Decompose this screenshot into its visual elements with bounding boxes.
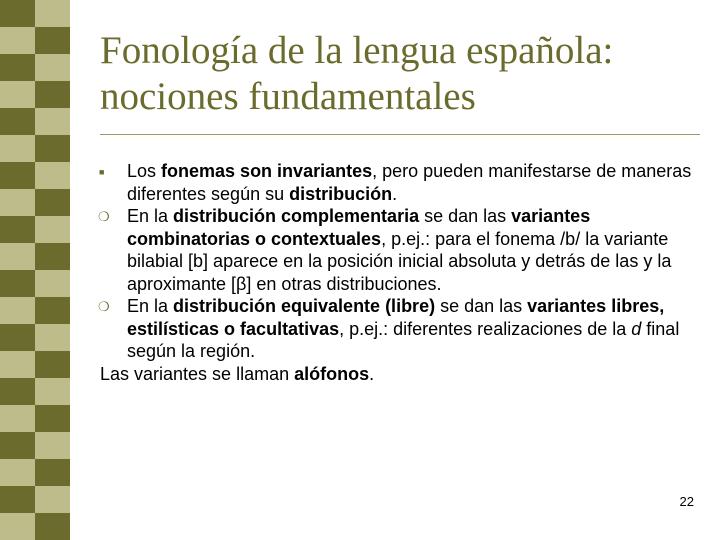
strip-block — [0, 459, 35, 486]
strip-block — [0, 486, 35, 513]
text-run: . — [369, 363, 375, 384]
strip-block — [0, 324, 35, 351]
text-run: final según la región. — [127, 318, 680, 361]
strip-block — [35, 405, 70, 432]
circle-bullet-icon: ❍ — [98, 209, 110, 224]
text-run: se dan las — [435, 296, 528, 316]
text-run: distribución equivalente (libre) — [173, 296, 436, 316]
text-run: d — [631, 318, 642, 339]
text-run: . — [392, 183, 398, 204]
strip-block — [0, 0, 35, 27]
strip-block — [35, 459, 70, 486]
decorative-checkered-strip — [0, 0, 70, 540]
strip-block — [0, 351, 35, 378]
text-run: variantes libres, estilísticas o facultativas — [127, 296, 665, 339]
closing-paragraph — [100, 363, 700, 386]
strip-block — [0, 432, 35, 459]
strip-block — [35, 378, 70, 405]
slide-body — [100, 160, 700, 385]
text-run: distribución — [289, 183, 393, 204]
strip-block — [0, 216, 35, 243]
strip-block — [0, 243, 35, 270]
strip-block — [0, 54, 35, 81]
strip-block — [0, 378, 35, 405]
text-run: , pero pueden manifestarse de maneras diferentes según su — [127, 161, 692, 204]
strip-block — [0, 162, 35, 189]
strip-block — [0, 108, 35, 135]
page-number: 22 — [679, 494, 694, 509]
strip-block — [35, 270, 70, 297]
strip-block — [35, 162, 70, 189]
strip-block — [0, 297, 35, 324]
text-run: , p.ej.: para el fonema /b/ la variante bilabial [b] aparece en la posición inicial absoluta y detrás de las y la aproximante [β] en otras distribuciones. — [127, 228, 672, 294]
strip-block — [35, 297, 70, 324]
strip-block — [0, 189, 35, 216]
text-run: distribución complementaria — [173, 206, 420, 226]
bullet-paragraph-2 — [100, 205, 700, 295]
strip-block — [0, 135, 35, 162]
strip-block — [35, 54, 70, 81]
strip-block — [35, 135, 70, 162]
strip-block — [35, 513, 70, 540]
text-run: En la — [127, 296, 174, 316]
strip-block — [0, 405, 35, 432]
strip-block — [0, 27, 35, 54]
strip-block — [35, 108, 70, 135]
text-run: fonemas son invariantes — [161, 161, 373, 181]
text-run: , p.ej.: diferentes realizaciones de la — [339, 318, 632, 339]
strip-block — [35, 27, 70, 54]
square-bullet-icon: ■ — [99, 167, 105, 177]
strip-block — [0, 270, 35, 297]
text-run: variantes combinatorias o contextuales — [127, 206, 591, 249]
text-run: Las variantes se llaman — [100, 363, 295, 384]
text-run: se dan las — [419, 206, 512, 226]
strip-block — [35, 216, 70, 243]
strip-block — [35, 0, 70, 27]
text-run: En la — [127, 206, 174, 226]
strip-block — [35, 486, 70, 513]
bullet-paragraph-3 — [100, 295, 700, 363]
strip-block — [35, 351, 70, 378]
text-run: alófonos — [294, 363, 370, 384]
strip-block — [35, 81, 70, 108]
strip-block — [35, 189, 70, 216]
bullet-paragraph-1 — [100, 160, 700, 205]
text-run: Los — [127, 161, 162, 181]
title-divider — [100, 134, 700, 135]
strip-block — [0, 513, 35, 540]
strip-block — [35, 432, 70, 459]
strip-block — [0, 81, 35, 108]
slide-title: Fonología de la lengua española: nociones fundamentales — [100, 29, 614, 118]
strip-block — [35, 324, 70, 351]
circle-bullet-icon: ❍ — [98, 299, 110, 314]
strip-block — [35, 243, 70, 270]
